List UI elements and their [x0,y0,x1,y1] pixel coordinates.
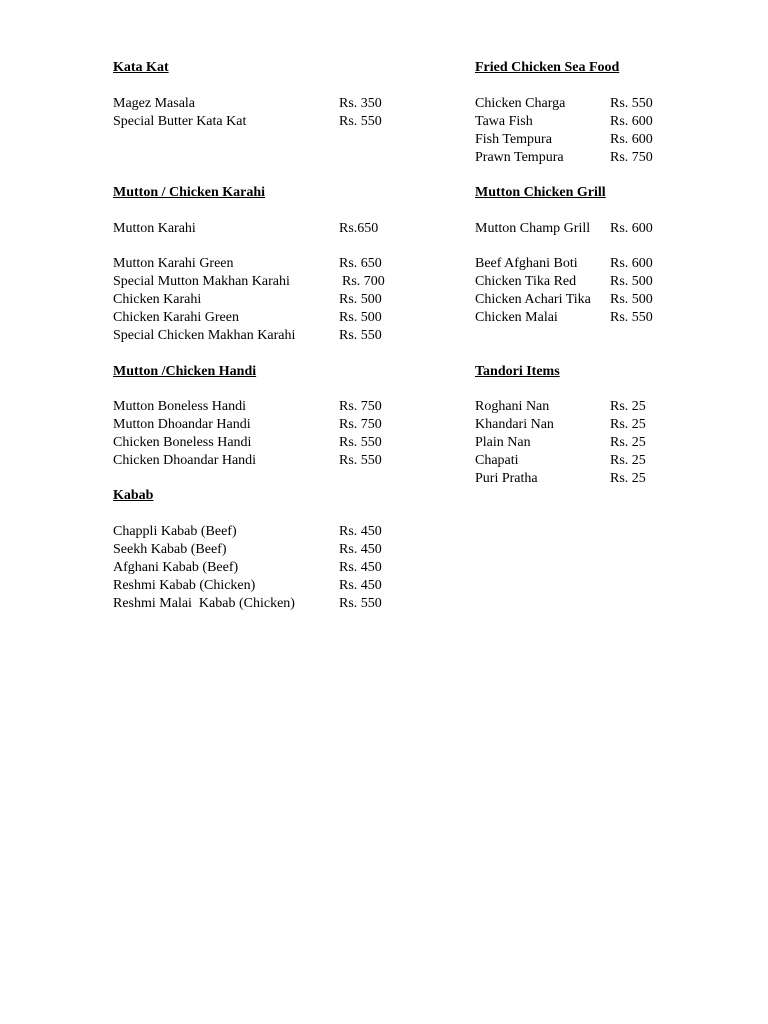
item-price: Rs. 450 [339,542,382,557]
item-price: Rs. 650 [339,256,382,271]
item-price: Rs. 550 [610,96,653,111]
item-price: Rs. 500 [610,292,653,307]
item-price: Rs. 450 [339,578,382,593]
item-price: Rs.650 [339,221,379,236]
item-name: Chicken Boneless Handi [113,435,252,450]
section-title-kabab: Kabab [113,488,154,503]
item-name: Mutton Champ Grill [475,221,591,236]
item-name: Beef Afghani Boti [475,256,578,271]
item-price: Rs. 600 [610,114,653,129]
item-name: Mutton Karahi [113,221,196,236]
item-price: Rs. 700 [342,274,385,289]
item-price: Rs. 550 [339,453,382,468]
item-price: Rs. 750 [339,399,382,414]
item-name: Chicken Charga [475,96,566,111]
item-price: Rs. 750 [339,417,382,432]
item-name: Mutton Dhoandar Handi [113,417,251,432]
item-price: Rs. 25 [610,453,646,468]
item-name: Chicken Malai [475,310,558,325]
item-price: Rs. 550 [339,328,382,343]
item-price: Rs. 550 [339,114,382,129]
item-price: Rs. 25 [610,417,646,432]
item-price: Rs. 25 [610,399,646,414]
section-title-karahi: Mutton / Chicken Karahi [113,185,266,200]
item-price: Rs. 600 [610,221,653,236]
item-name: Roghani Nan [475,399,550,414]
item-name: Chappli Kabab (Beef) [113,524,237,539]
item-name: Chicken Achari Tika [475,292,591,307]
item-price: Rs. 500 [610,274,653,289]
section-title-kata-kat: Kata Kat [113,60,169,75]
item-price: Rs. 25 [610,471,646,486]
section-title-tandori: Tandori Items [475,364,560,379]
item-price: Rs. 600 [610,256,653,271]
item-price: Rs. 450 [339,560,382,575]
item-name: Reshmi Kabab (Chicken) [113,578,256,593]
item-name: Tawa Fish [475,114,533,129]
item-name: Reshmi Malai Kabab (Chicken) [113,596,295,611]
item-price: Rs. 500 [339,310,382,325]
item-name: Magez Masala [113,96,196,111]
item-name: Puri Pratha [475,471,538,486]
item-name: Seekh Kabab (Beef) [113,542,227,557]
item-name: Afghani Kabab (Beef) [113,560,239,575]
item-price: Rs. 550 [339,596,382,611]
item-name: Chicken Karahi Green [113,310,239,325]
item-name: Special Chicken Makhan Karahi [113,328,296,343]
item-price: Rs. 25 [610,435,646,450]
item-price: Rs. 500 [339,292,382,307]
item-name: Prawn Tempura [475,150,564,165]
item-name: Chicken Dhoandar Handi [113,453,257,468]
item-price: Rs. 750 [610,150,653,165]
item-name: Special Mutton Makhan Karahi [113,274,290,289]
item-price: Rs. 600 [610,132,653,147]
item-price: Rs. 350 [339,96,382,111]
section-title-grill: Mutton Chicken Grill [475,185,606,200]
item-name: Fish Tempura [475,132,552,147]
item-name: Khandari Nan [475,417,554,432]
item-price: Rs. 450 [339,524,382,539]
item-name: Chapati [475,453,519,468]
item-name: Special Butter Kata Kat [113,114,247,129]
item-name: Mutton Boneless Handi [113,399,246,414]
item-price: Rs. 550 [339,435,382,450]
section-title-fried-sea-food: Fried Chicken Sea Food [475,60,620,75]
item-price: Rs. 550 [610,310,653,325]
section-title-handi: Mutton /Chicken Handi [113,364,257,379]
item-name: Mutton Karahi Green [113,256,234,271]
item-name: Plain Nan [475,435,531,450]
item-name: Chicken Tika Red [475,274,577,289]
item-name: Chicken Karahi [113,292,202,307]
